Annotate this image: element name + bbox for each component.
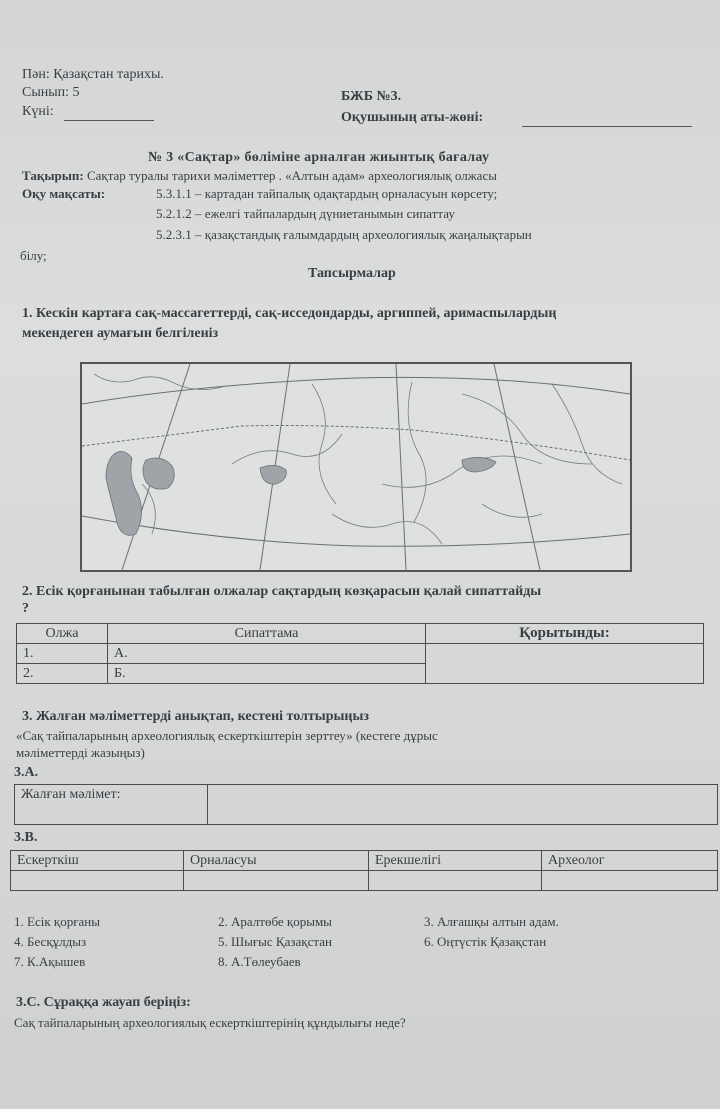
- row2-description[interactable]: Б.: [108, 664, 426, 684]
- objectives-tail: білу;: [20, 248, 47, 263]
- student-name-blank[interactable]: [522, 126, 692, 127]
- task2-line1: 2. Есік қорғанынан табылған олжалар сақтардың көзқарасын қалай сипаттайды: [22, 584, 542, 599]
- row2-number: 2.: [17, 664, 108, 684]
- answer-monument[interactable]: [11, 871, 184, 891]
- answer-archaeologist[interactable]: [542, 871, 718, 891]
- task3-description-1: «Сақ тайпаларының археологиялық ескерткіштерін зерттеу» (кестеге дұрыс: [16, 728, 438, 743]
- header-conclusion: Қорытынды:: [426, 624, 704, 644]
- option-2: 2. Аралтөбе қорымы: [218, 914, 332, 929]
- task3b-table: [10, 850, 718, 891]
- option-6: 6. Оңтүстік Қазақстан: [424, 934, 547, 949]
- task3b-label: 3.В.: [14, 830, 38, 845]
- contour-map[interactable]: [80, 362, 632, 572]
- task1-line1: 1. Кескін картаға сақ-массагеттерді, сақ-исседондарды, аргиппей, аримаспылардың: [22, 306, 557, 321]
- task3-description-2: мәліметтерді жазыңыз): [16, 745, 145, 760]
- grade-line: Сынып: 5: [22, 85, 80, 100]
- task3c-heading: 3.С. Сұраққа жауап беріңіз:: [16, 995, 191, 1010]
- task2-table: [16, 623, 704, 684]
- option-3: 3. Алғашқы алтын адам.: [424, 914, 559, 929]
- subject-line: Пән: Қазақстан тарихы.: [22, 67, 164, 82]
- objective-3: 5.2.3.1 – қазақстандық ғалымдардың археологиялық жаңалықтарын: [156, 227, 532, 242]
- header-olzha: Олжа: [17, 624, 108, 644]
- header-feature: Ерекшелігі: [369, 851, 542, 871]
- task3a-table: [14, 784, 718, 825]
- row1-description[interactable]: А.: [108, 644, 426, 664]
- row1-number: 1.: [17, 644, 108, 664]
- false-info-answer[interactable]: [208, 785, 718, 825]
- option-4: 4. Бесқұлдыз: [14, 934, 87, 949]
- option-1: 1. Есік қорғаны: [14, 914, 100, 929]
- task3c-question: Сақ тайпаларының археологиялық ескерткіштерінің құндылығы неде?: [14, 1015, 406, 1030]
- false-info-label: Жалған мәлімет:: [15, 785, 208, 825]
- option-5: 5. Шығыс Қазақстан: [218, 934, 332, 949]
- task3-heading: 3. Жалған мәліметтерді анықтап, кестені толтырыңыз: [22, 709, 370, 724]
- topic-text: Сақтар туралы тарихи мәліметтер . «Алтын адам» археологиялық олжасы: [86, 168, 497, 183]
- objectives-label: Оқу мақсаты:: [22, 186, 106, 201]
- document-title: № 3 «Сақтар» бөліміне арналған жиынтық бағалау: [148, 150, 490, 165]
- conclusion-cell[interactable]: [426, 644, 704, 684]
- task2-line2: ?: [22, 601, 29, 616]
- objective-2: 5.2.1.2 – ежелгі тайпалардың дүниетанымын сипаттау: [156, 206, 455, 221]
- student-name-label: Оқушының аты-жөні:: [341, 110, 484, 125]
- option-7: 7. К.Ақышев: [14, 954, 86, 969]
- header-description: Сипаттама: [108, 624, 426, 644]
- answer-feature[interactable]: [369, 871, 542, 891]
- header-archaeologist: Археолог: [542, 851, 718, 871]
- option-8: 8. А.Төлеубаев: [218, 954, 301, 969]
- answer-location[interactable]: [184, 871, 369, 891]
- tasks-heading: Тапсырмалар: [308, 266, 396, 281]
- assessment-code: БЖБ №3.: [341, 89, 402, 104]
- header-location: Орналасуы: [184, 851, 369, 871]
- date-label: Күні:: [22, 104, 54, 119]
- objective-1: 5.3.1.1 – картадан тайпалық одақтардың орналасуын көрсету;: [156, 186, 498, 201]
- task1-line2: мекендеген аумағын белгіленіз: [22, 326, 219, 341]
- date-blank[interactable]: [64, 120, 154, 121]
- header-monument: Ескерткіш: [11, 851, 184, 871]
- topic-label: Тақырып:: [22, 168, 84, 183]
- task3a-label: 3.А.: [14, 765, 39, 780]
